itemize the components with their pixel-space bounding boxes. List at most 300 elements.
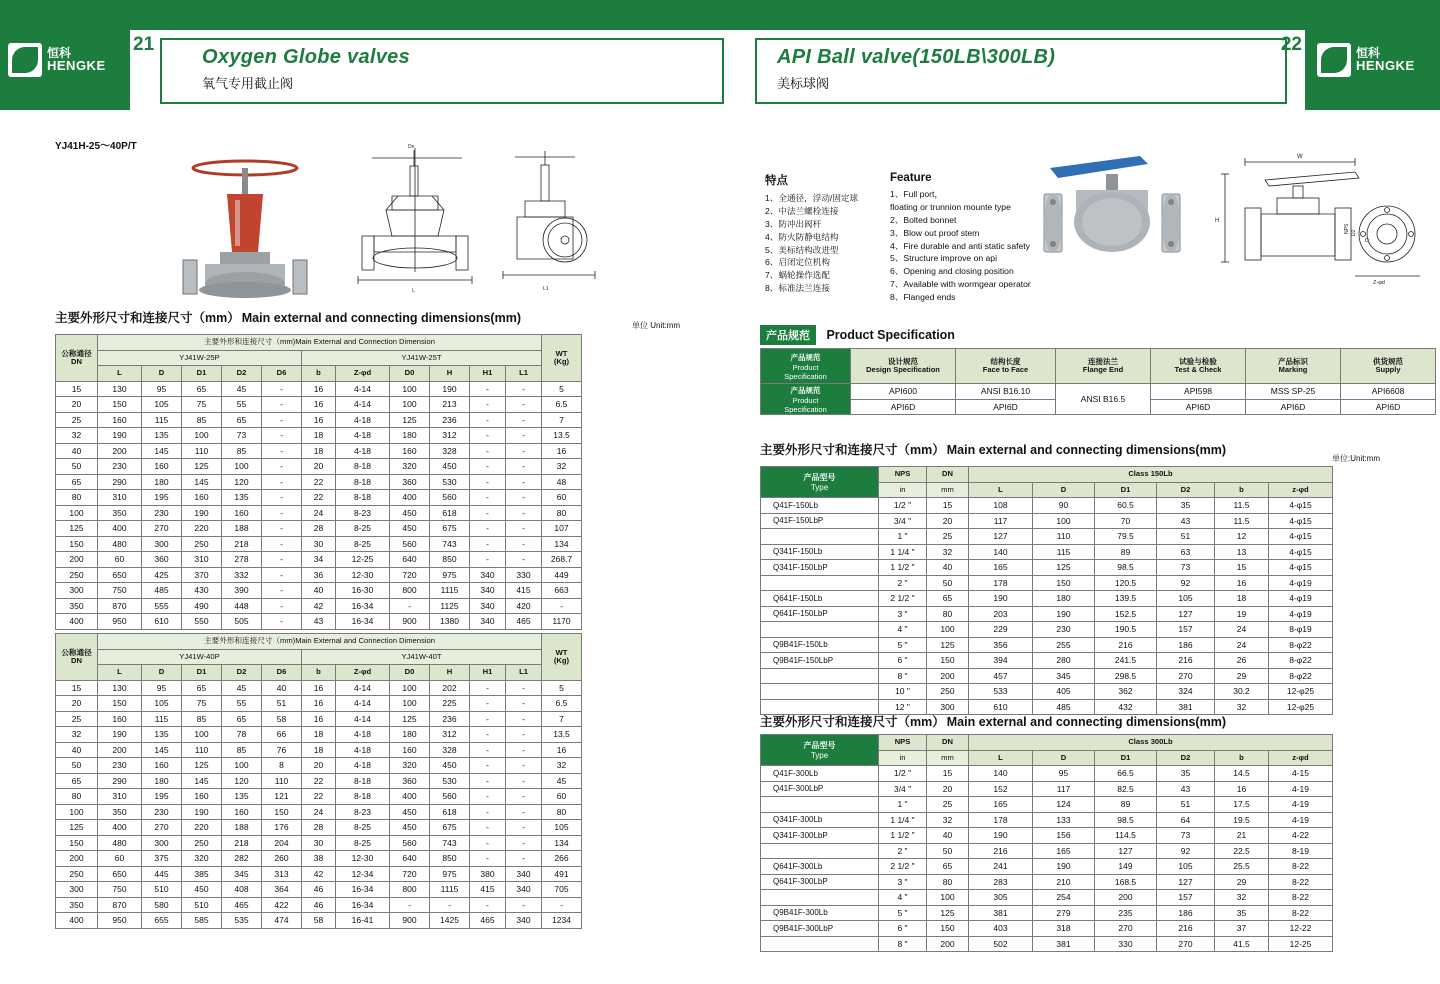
table-cell: 165 bbox=[969, 797, 1033, 813]
table-cell: 160 bbox=[222, 505, 262, 521]
table-cell: 230 bbox=[98, 459, 142, 475]
table-cell: 80 bbox=[542, 505, 582, 521]
table-cell: 24 bbox=[302, 804, 336, 820]
sub-header: D0 bbox=[390, 366, 430, 382]
table-cell: 66 bbox=[262, 727, 302, 743]
table-cell: 510 bbox=[182, 897, 222, 913]
spec-header-cell: 产品标识 Marking bbox=[1246, 349, 1341, 384]
table-cell: 60.5 bbox=[1095, 498, 1157, 514]
svg-text:Dn: Dn bbox=[408, 144, 415, 150]
feature-item: 7、蜗轮操作选配 bbox=[765, 270, 830, 281]
table-cell: 448 bbox=[222, 598, 262, 614]
table-row bbox=[761, 936, 1333, 952]
table-cell: 25.5 bbox=[1215, 859, 1269, 875]
table-cell: 115 bbox=[142, 711, 182, 727]
table-cell: 2 1/2 " bbox=[879, 859, 927, 875]
table-cell: 85 bbox=[222, 443, 262, 459]
table-cell: 650 bbox=[98, 866, 142, 882]
globe-valve-section-drawing bbox=[352, 140, 482, 300]
type-cell bbox=[761, 684, 879, 700]
table-cell: 1/2 " bbox=[879, 498, 927, 514]
sub-header: D2 bbox=[1157, 750, 1215, 766]
table-cell: - bbox=[470, 742, 506, 758]
table-cell: 200 bbox=[1095, 890, 1157, 906]
feature-item: 6、Opening and closing position bbox=[890, 266, 1014, 277]
table-cell: 22 bbox=[302, 474, 336, 490]
table-cell: 282 bbox=[222, 851, 262, 867]
table-cell: 400 bbox=[390, 789, 430, 805]
table-cell: 230 bbox=[1033, 622, 1095, 638]
table-cell: 60 bbox=[542, 490, 582, 506]
table-row bbox=[56, 835, 582, 851]
sub-header: D0 bbox=[390, 665, 430, 681]
table-cell: 241 bbox=[969, 859, 1033, 875]
spec-header-cell: 设计规范 Design Specification bbox=[851, 349, 956, 384]
table-cell: 26 bbox=[1215, 653, 1269, 669]
table-cell: 16-34 bbox=[336, 897, 390, 913]
feature-item: 1、全通径，浮动/固定球 bbox=[765, 193, 859, 203]
table-cell: 1234 bbox=[542, 913, 582, 929]
dn-unit: mm bbox=[927, 482, 969, 498]
table-cell: 279 bbox=[1033, 905, 1095, 921]
table-cell: 3 " bbox=[879, 874, 927, 890]
sub-header: D bbox=[1033, 750, 1095, 766]
table-row bbox=[761, 828, 1333, 844]
table-cell: - bbox=[470, 474, 506, 490]
table-cell: 405 bbox=[1033, 684, 1095, 700]
table-cell: 12-25 bbox=[336, 552, 390, 568]
dn-header: DN bbox=[927, 467, 969, 483]
table-row bbox=[761, 684, 1333, 700]
table-cell: - bbox=[390, 598, 430, 614]
table-cell: 12-22 bbox=[1269, 921, 1333, 937]
table-cell: 4-19 bbox=[1269, 781, 1333, 797]
feature-item: 8、标准法兰连接 bbox=[765, 283, 830, 294]
table-cell: 1170 bbox=[542, 614, 582, 630]
type-cell: Q641F-150Lb bbox=[761, 591, 879, 607]
feature-item: 5、美标结构改进型 bbox=[765, 244, 839, 255]
table-cell: 125 bbox=[390, 711, 430, 727]
table-cell: 530 bbox=[430, 773, 470, 789]
table-cell: 450 bbox=[390, 505, 430, 521]
table-cell: 55 bbox=[222, 696, 262, 712]
table-cell: 4-18 bbox=[336, 443, 390, 459]
table-cell: 270 bbox=[1157, 936, 1215, 952]
table-cell: 12-25 bbox=[1269, 936, 1333, 952]
table-cell: 42 bbox=[302, 866, 336, 882]
table-cell: 65 bbox=[927, 591, 969, 607]
table-cell: 560 bbox=[430, 490, 470, 506]
table-cell: 535 bbox=[222, 913, 262, 929]
type-cell: Q641F-150LbP bbox=[761, 606, 879, 622]
table-cell: 445 bbox=[142, 866, 182, 882]
table-cell: 4-18 bbox=[336, 428, 390, 444]
table-cell: 18 bbox=[302, 727, 336, 743]
sub-header: D1 bbox=[182, 665, 222, 681]
table-cell: 449 bbox=[542, 567, 582, 583]
table-cell: 85 bbox=[182, 412, 222, 428]
table-cell: 41.5 bbox=[1215, 936, 1269, 952]
table-cell: 340 bbox=[506, 882, 542, 898]
table-cell: - bbox=[470, 397, 506, 413]
table-cell: 100 bbox=[390, 381, 430, 397]
table-row bbox=[56, 742, 582, 758]
table-cell: 300 bbox=[56, 583, 98, 599]
table-cell: 3/4 " bbox=[879, 513, 927, 529]
table-cell: 18 bbox=[1215, 591, 1269, 607]
table-cell: 655 bbox=[142, 913, 182, 929]
table-cell: 230 bbox=[142, 505, 182, 521]
table-cell: 4-15 bbox=[1269, 766, 1333, 782]
table-cell: 320 bbox=[390, 758, 430, 774]
table-cell: 38 bbox=[302, 851, 336, 867]
table-cell: 618 bbox=[430, 804, 470, 820]
table-cell: 160 bbox=[182, 789, 222, 805]
table-cell: 98.5 bbox=[1095, 560, 1157, 576]
table-cell: 362 bbox=[1095, 684, 1157, 700]
table-row bbox=[761, 575, 1333, 591]
table-cell: 16-41 bbox=[336, 913, 390, 929]
table-cell: 4-18 bbox=[336, 412, 390, 428]
table-cell: 8-25 bbox=[336, 820, 390, 836]
col-wt-header: WT (Kg) bbox=[542, 335, 582, 382]
spec-cell: API6D bbox=[1151, 399, 1246, 415]
table-cell: 190 bbox=[430, 381, 470, 397]
table-cell: 105 bbox=[142, 397, 182, 413]
table-cell: 22 bbox=[302, 789, 336, 805]
table-cell: 95 bbox=[142, 381, 182, 397]
table-cell: 200 bbox=[56, 851, 98, 867]
table-cell: - bbox=[470, 789, 506, 805]
table-cell: 250 bbox=[927, 684, 969, 700]
table-cell: - bbox=[506, 474, 542, 490]
table-cell: 121 bbox=[262, 789, 302, 805]
feature-item: 4、防火防静电结构 bbox=[765, 231, 839, 242]
spec-header-cell: 连接法兰 Flange End bbox=[1056, 349, 1151, 384]
table-cell: 160 bbox=[222, 804, 262, 820]
table-cell: 800 bbox=[390, 583, 430, 599]
svg-text:D: D bbox=[1365, 238, 1369, 244]
table-cell: 60 bbox=[98, 552, 142, 568]
table-cell: 2 1/2 " bbox=[879, 591, 927, 607]
table-row bbox=[56, 758, 582, 774]
table-cell: 12 bbox=[1215, 529, 1269, 545]
table-cell: 73 bbox=[1157, 828, 1215, 844]
table-cell: 381 bbox=[1157, 699, 1215, 715]
feature-item: 7、Available with wormgear operator bbox=[890, 279, 1031, 290]
table-cell: 345 bbox=[222, 866, 262, 882]
table-cell: - bbox=[262, 381, 302, 397]
table-cell: 19.5 bbox=[1215, 812, 1269, 828]
table-cell: 100 bbox=[390, 696, 430, 712]
hengke-logo-icon bbox=[8, 43, 42, 77]
group-label-b: YJ41W-40T bbox=[302, 649, 542, 665]
table-cell: 51 bbox=[1157, 529, 1215, 545]
type-cell: Q341F-150LbP bbox=[761, 560, 879, 576]
table-cell: 415 bbox=[506, 583, 542, 599]
table-cell: 135 bbox=[142, 727, 182, 743]
table-cell: 5 bbox=[542, 381, 582, 397]
table-cell: 270 bbox=[1157, 668, 1215, 684]
sub-header: b bbox=[302, 665, 336, 681]
table-row bbox=[56, 804, 582, 820]
table-cell: 650 bbox=[98, 567, 142, 583]
table-cell: 100 bbox=[182, 428, 222, 444]
table-cell: 8-18 bbox=[336, 773, 390, 789]
table-cell: - bbox=[506, 851, 542, 867]
col-wt-header: WT (Kg) bbox=[542, 634, 582, 681]
table-cell: 95 bbox=[1033, 766, 1095, 782]
left-table-title: 主要外形尺寸和连接尺寸（mm） Main external and connecting dimensions(mm) bbox=[55, 311, 521, 325]
table-cell: 236 bbox=[430, 711, 470, 727]
table-cell: 241.5 bbox=[1095, 653, 1157, 669]
table-cell: 43 bbox=[1157, 513, 1215, 529]
table-cell: 13.5 bbox=[542, 727, 582, 743]
table-cell: 43 bbox=[1157, 781, 1215, 797]
product-spec-heading bbox=[760, 325, 955, 345]
table-cell: 16 bbox=[302, 696, 336, 712]
sub-header: D2 bbox=[222, 366, 262, 382]
table-cell: 36 bbox=[302, 567, 336, 583]
table-cell: - bbox=[262, 397, 302, 413]
table-cell: 465 bbox=[470, 913, 506, 929]
table-cell: 8 " bbox=[879, 936, 927, 952]
table-cell: - bbox=[262, 521, 302, 537]
table-cell: 290 bbox=[98, 474, 142, 490]
table-cell: 705 bbox=[542, 882, 582, 898]
table-row bbox=[761, 668, 1333, 684]
table-row bbox=[761, 797, 1333, 813]
sub-header: H1 bbox=[470, 665, 506, 681]
table-row bbox=[56, 381, 582, 397]
table-cell: 236 bbox=[430, 412, 470, 428]
table-cell: 115 bbox=[142, 412, 182, 428]
table-cell: - bbox=[262, 598, 302, 614]
type-cell bbox=[761, 936, 879, 952]
table-cell: 480 bbox=[98, 835, 142, 851]
table-row bbox=[761, 921, 1333, 937]
table-cell: 313 bbox=[262, 866, 302, 882]
table-cell: 4-19 bbox=[1269, 812, 1333, 828]
type-cell: Q9B41F-150Lb bbox=[761, 637, 879, 653]
table-cell: 203 bbox=[969, 606, 1033, 622]
table-cell: 40 bbox=[56, 443, 98, 459]
table-row bbox=[761, 513, 1333, 529]
table-cell: 1 1/2 " bbox=[879, 560, 927, 576]
table-cell: 430 bbox=[182, 583, 222, 599]
globe-valve-side-drawing bbox=[495, 145, 615, 300]
table-cell: 188 bbox=[222, 521, 262, 537]
table-cell: 283 bbox=[969, 874, 1033, 890]
table-cell: 490 bbox=[182, 598, 222, 614]
table-cell: 255 bbox=[1033, 637, 1095, 653]
table-cell: 32 bbox=[542, 758, 582, 774]
table-cell: 4 " bbox=[879, 890, 927, 906]
table-row bbox=[56, 851, 582, 867]
spec-cell: API6D bbox=[956, 399, 1056, 415]
table-cell: 75 bbox=[182, 397, 222, 413]
table-cell: 40 bbox=[56, 742, 98, 758]
table-cell: 640 bbox=[390, 552, 430, 568]
table-cell: 1425 bbox=[430, 913, 470, 929]
table-cell: - bbox=[470, 696, 506, 712]
table-cell: 298.5 bbox=[1095, 668, 1157, 684]
type-header: 产品型号 Type bbox=[761, 735, 879, 766]
table-cell: 125 bbox=[56, 521, 98, 537]
table-cell: 15 bbox=[56, 381, 98, 397]
table-cell: 150 bbox=[56, 835, 98, 851]
type-cell bbox=[761, 843, 879, 859]
table-cell: 330 bbox=[1095, 936, 1157, 952]
table-cell: 750 bbox=[98, 882, 142, 898]
table-cell: 4-14 bbox=[336, 397, 390, 413]
table-cell: - bbox=[506, 381, 542, 397]
table-cell: 150 bbox=[262, 804, 302, 820]
table-cell: 403 bbox=[969, 921, 1033, 937]
table-cell: 22.5 bbox=[1215, 843, 1269, 859]
table-cell: 254 bbox=[1033, 890, 1095, 906]
table-row bbox=[56, 567, 582, 583]
table-cell: 75 bbox=[182, 696, 222, 712]
table-cell: - bbox=[262, 412, 302, 428]
table-cell: 364 bbox=[262, 882, 302, 898]
table-cell: - bbox=[430, 897, 470, 913]
table-cell: 25 bbox=[56, 711, 98, 727]
table-cell: 63 bbox=[1157, 544, 1215, 560]
svg-text:L1: L1 bbox=[543, 286, 549, 292]
table-row bbox=[761, 384, 1436, 400]
table-cell: 4-14 bbox=[336, 381, 390, 397]
span-header: 主要外形和连接尺寸（mm)Main External and Connection Dimension bbox=[98, 335, 542, 351]
sub-header: H1 bbox=[470, 366, 506, 382]
table-cell: 370 bbox=[182, 567, 222, 583]
table-cell: 25 bbox=[927, 797, 969, 813]
table-cell: 1380 bbox=[430, 614, 470, 630]
table-cell: 149 bbox=[1095, 859, 1157, 875]
table-cell: - bbox=[470, 851, 506, 867]
table-cell: 100 bbox=[222, 459, 262, 475]
table-cell: 340 bbox=[470, 614, 506, 630]
table-cell: 130 bbox=[98, 680, 142, 696]
table-cell: 560 bbox=[390, 835, 430, 851]
table-cell: 8-22 bbox=[1269, 890, 1333, 906]
sub-header: D bbox=[142, 366, 182, 382]
table-cell: 100 bbox=[182, 727, 222, 743]
type-cell bbox=[761, 575, 879, 591]
table-cell: 95 bbox=[142, 680, 182, 696]
table-cell: 48 bbox=[542, 474, 582, 490]
table-row bbox=[761, 606, 1333, 622]
table-cell: 350 bbox=[56, 897, 98, 913]
table-cell: - bbox=[506, 521, 542, 537]
table-cell: 16-30 bbox=[336, 583, 390, 599]
table-cell: 152.5 bbox=[1095, 606, 1157, 622]
group-label-a: YJ41W-40P bbox=[98, 649, 302, 665]
table-cell: 150 bbox=[56, 536, 98, 552]
table-row bbox=[56, 521, 582, 537]
table-cell: 100 bbox=[390, 680, 430, 696]
table-cell: 20 bbox=[302, 758, 336, 774]
table-cell: 381 bbox=[969, 905, 1033, 921]
table-cell: 328 bbox=[430, 742, 470, 758]
table-cell: 105 bbox=[542, 820, 582, 836]
table-cell: 46 bbox=[302, 897, 336, 913]
sub-header: L bbox=[98, 665, 142, 681]
table-cell: - bbox=[262, 459, 302, 475]
table-cell: 16 bbox=[302, 397, 336, 413]
table-row bbox=[56, 696, 582, 712]
table-cell: 480 bbox=[98, 536, 142, 552]
table-cell: 1/2 " bbox=[879, 766, 927, 782]
brand-cn: 恒科 bbox=[1356, 45, 1381, 60]
table-cell: 43 bbox=[302, 614, 336, 630]
table-cell: 20 bbox=[56, 696, 98, 712]
table-cell: 10 " bbox=[879, 684, 927, 700]
top-green-bar bbox=[0, 0, 1440, 30]
table-cell: 8-25 bbox=[336, 521, 390, 537]
table-cell: 6 " bbox=[879, 653, 927, 669]
table-cell: 125 bbox=[56, 820, 98, 836]
spec-cell: MSS SP-25 bbox=[1246, 384, 1341, 400]
table-cell: 400 bbox=[98, 820, 142, 836]
spec-header-cell: 结构长度 Face to Face bbox=[956, 349, 1056, 384]
table-cell: 180 bbox=[1033, 591, 1095, 607]
type-cell bbox=[761, 797, 879, 813]
col-dn-header: 公称通径 DN bbox=[56, 634, 98, 681]
table-cell: 160 bbox=[142, 459, 182, 475]
table-cell: 8-18 bbox=[336, 474, 390, 490]
table-row bbox=[761, 637, 1333, 653]
table-row bbox=[56, 583, 582, 599]
table-cell: 7 bbox=[542, 412, 582, 428]
feature-item: 2、中法兰螺栓连接 bbox=[765, 205, 839, 216]
table-cell: 555 bbox=[142, 598, 182, 614]
table-cell: 340 bbox=[506, 866, 542, 882]
table-cell: 180 bbox=[390, 428, 430, 444]
table-cell: 22 bbox=[302, 773, 336, 789]
table-cell: - bbox=[506, 490, 542, 506]
table-cell: 73 bbox=[1157, 560, 1215, 576]
sub-header: H bbox=[430, 665, 470, 681]
table-cell: 4-22 bbox=[1269, 828, 1333, 844]
table-cell: 900 bbox=[390, 614, 430, 630]
type-header: 产品型号 Type bbox=[761, 467, 879, 498]
table-cell: 360 bbox=[390, 773, 430, 789]
table-cell: 266 bbox=[542, 851, 582, 867]
right-title-en: API Ball valve(150LB\300LB) bbox=[777, 46, 1056, 68]
table-cell: 450 bbox=[430, 758, 470, 774]
table-cell: 125 bbox=[182, 459, 222, 475]
table-cell: 8-φ22 bbox=[1269, 653, 1333, 669]
table-cell: 13 bbox=[1215, 544, 1269, 560]
table-cell: 150 bbox=[927, 653, 969, 669]
spec-header-cell: 供货规范 Supply bbox=[1341, 349, 1436, 384]
table-cell: 100 bbox=[56, 804, 98, 820]
table-cell: 800 bbox=[390, 882, 430, 898]
table-cell: 76 bbox=[262, 742, 302, 758]
table-cell: 85 bbox=[182, 711, 222, 727]
sub-header: L bbox=[98, 366, 142, 382]
table-cell: 220 bbox=[182, 521, 222, 537]
table-cell: 12-φ25 bbox=[1269, 699, 1333, 715]
table-cell: 218 bbox=[222, 536, 262, 552]
table-cell: 42 bbox=[302, 598, 336, 614]
svg-text:NPS: NPS bbox=[1344, 223, 1350, 234]
table-cell: - bbox=[542, 598, 582, 614]
table-cell: - bbox=[506, 412, 542, 428]
spec-header-cell: 产品规范 Product Specification bbox=[761, 349, 851, 384]
table-cell: 16 bbox=[302, 711, 336, 727]
